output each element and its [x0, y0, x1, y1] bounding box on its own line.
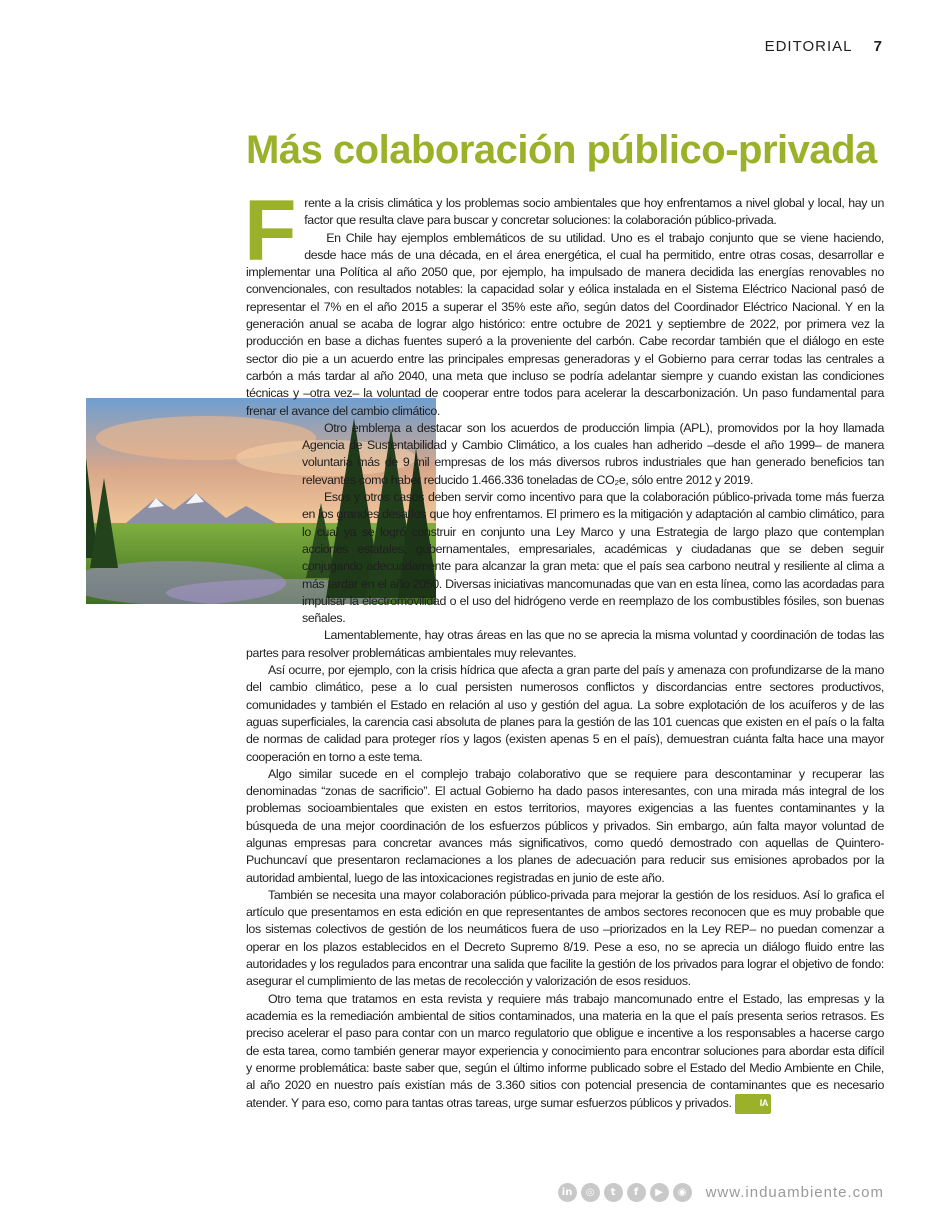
paragraph: Así ocurre, por ejemplo, con la crisis hídrica que afecta a gran parte del país y amenaza con profundizarse de la mano del cambio climático, pese a lo cual persisten numerosos conflictos y discordancias entre sectores productivos, comunidades y también el Estado en relación al uso y gestión del agua. La sobre explotación de los acuíferos y de las aguas superficiales, la carencia casi absoluta de planes para la gestión de las 101 cuencas que existen en el país o la falta de normas de calidad para proteger ríos y lagos (existen apenas 5 en el país), demuestran cuánta falta hace una mayor cooperación en torno a este tema. — [246, 663, 884, 764]
paragraph-text: Otro tema que tratamos en esta revista y requiere más trabajo mancomunado entre el Estado, las empresas y la academia es la remediación ambiental de sitios contaminados, una materia en la que el país presenta serios retrasos. Es preciso acelerar el paso para contar con un marco regulatorio que obligue e incentive a los responsables a hacerse cargo de esta tarea, como también generar mayor experiencia y conocimiento para encontrar soluciones para abordar esta difícil y enorme problemática: baste saber que, según el último informe publicado sobre el Estado del Medio Ambiente en Chile, al año 2020 en nuestro país existían más de 3.360 sitios con potencial presencia de contaminantes que es necesario atender. Y para eso, como para tantas otras tareas, urge sumar esfuerzos públicos y privados. — [246, 991, 884, 1111]
paragraph: También se necesita una mayor colaboración público-privada para mejorar la gestión de los residuos. Así lo grafica el artículo que presentamos en esta edición en que representantes de ambos sectores reconocen que es muy probable que los sistemas colectivos de gestión de los neumáticos fuera de uso –priorizados en la Ley REP– no puedan comenzar a operar en los plazos establecidos en el Decreto Supremo 8/19. Pese a eso, no se aprecia un diálogo fluido entre las autoridades y los regulados para encontrar una salida que facilite la gestión de los privados para lograr el objetivo de fondo: asegurar el cumplimiento de las metas de recolección y valorización de esos residuos. — [246, 887, 884, 989]
section-label: EDITORIAL — [764, 38, 853, 55]
paragraph: Algo similar sucede en el complejo trabajo colaborativo que se requiere para descontaminar y recuperar las denominadas “zonas de sacrificio”. El actual Gobierno ha dado pasos interesantes, con una mirada más integral de los problemas socioambientales que existen en estos territorios, mayores exigencias a las fuentes contaminantes y la búsqueda de una mejor coordinación de los esfuerzos públicos y privados. Sin embargo, aún falta mayor voluntad de algunas empresas para concretar avances más significativos, como quedó demostrado con aquellas de Quintero-Puchuncaví que presentaron reclamaciones a los planes de adecuación para reducir sus emisiones aprobados por la autoridad ambiental, luego de las intoxicaciones registradas en junio de este año. — [246, 766, 884, 885]
article-body — [244, 183, 884, 1114]
web-icon[interactable]: ◉ — [673, 1183, 692, 1202]
paragraph: Esos y otros casos deben servir como incentivo para que la colaboración público-privada tome más fuerza en los grandes desafíos que hoy enfrentamos. El primero es la mitigación y adaptación al cambio climático, para lo cual ya se logró construir en conjunto una Ley Marco y una Estrategia de largo plazo que contemplan acciones estatales, gubernamentales, empresariales, académicas y ciudadanas que se deben seguir conjugando adecuadamente para alcanzar la gran meta: que el país sea carbono neutral y resiliente al clima a más tardar en el año 2050. Diversas iniciativas mancomunadas que van en esta línea, como las acordadas para impulsar la electromovilidad o el uso del hidrógeno verde en reemplazo de los combustibles fósiles, son buenas señales. — [302, 490, 884, 626]
footer — [558, 1183, 884, 1202]
paragraph: Otro emblema a destacar son los acuerdos de producción limpia (APL), promovidos por la hoy llamada Agencia de Sustentabilidad y Cambio Climático, a los cuales han adherido –desde el año 1999– de manera voluntaria más de 9 mil empresas de los más diversos rubros industriales que han generado beneficios tan relevantes como haber reducido 1.466.336 toneladas de CO₂e, sólo entre 2012 y 2019. — [302, 420, 884, 487]
twitter-icon[interactable]: t — [604, 1183, 623, 1202]
drop-cap: F — [244, 183, 297, 279]
instagram-icon[interactable]: ◎ — [581, 1183, 600, 1202]
linkedin-icon[interactable]: in — [558, 1183, 577, 1202]
photo-wrap-space — [86, 423, 296, 633]
paragraph: En Chile hay ejemplos emblemáticos de su utilidad. Uno es el trabajo conjunto que se viene haciendo, desde hace más de una década, en el área energética, el cual ha permitido, entre otras cosas, desarrollar e implementar una Política al año 2050 que, por ejemplo, ha impulsado de manera decidida las energías renovables no convencionales, con resultados notables: la capacidad solar y eólica instalada en el Sistema Eléctrico Nacional pasó de representar el 7% en el año 2015 a superar el 35% este año, según datos del Coordinador Eléctrico Nacional. Y en la generación anual se acaba de lograr algo histórico: entre octubre de 2021 y septiembre de 2022, por primera vez la producción en base a dichas fuentes superó a la proveniente del carbón. Cabe recordar también que el diálogo en este sector dio pie a un acuerdo entre las principales empresas generadoras y el Gobierno para cerrar todas las centrales a carbón a más tardar al año 2040, una meta que incluso se podría adelantar siempre y cuando existan las condiciones técnicas y –otra vez– la voluntad de cooperar entre todos para acelerar la descarbonización. Un paso fundamental para frenar el avance del cambio climático. — [246, 230, 884, 418]
article-title: Más colaboración público-privada — [246, 128, 877, 172]
running-header — [765, 38, 883, 55]
paragraph-last — [246, 991, 884, 1114]
paragraph: Lamentablemente, hay otras áreas en las que no se aprecia la misma voluntad y coordinación de todas las partes para resolver problemáticas ambientales muy relevantes. — [246, 628, 884, 660]
website-link[interactable]: www.induambiente.com — [705, 1184, 884, 1201]
end-mark-logo: IA — [735, 1094, 771, 1113]
youtube-icon[interactable]: ▶ — [650, 1183, 669, 1202]
facebook-icon[interactable]: f — [627, 1183, 646, 1202]
paragraph: rente a la crisis climática y los problemas socio ambientales que hoy enfrentamos a nivel global y local, hay un factor que resulta clave para buscar y concretar soluciones: la colaboración público-privada. — [304, 196, 884, 228]
page-number: 7 — [873, 38, 883, 55]
